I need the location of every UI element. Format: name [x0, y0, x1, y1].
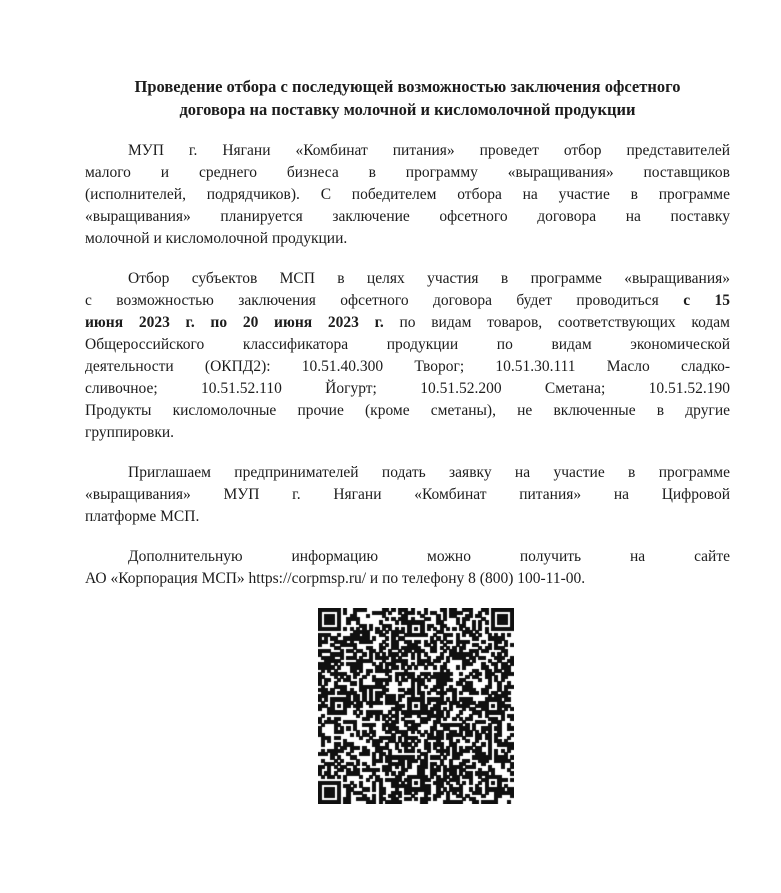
paragraph — [85, 140, 730, 250]
paragraph — [85, 462, 730, 528]
paragraph-line — [85, 400, 730, 422]
paragraph — [85, 268, 730, 444]
text-segment: Приглашаем предпринимателей подать заявку на участие в программе — [128, 464, 730, 481]
text-segment: «выращивания» МУП г. Нягани «Комбинат питания» на Цифровой — [85, 486, 730, 503]
paragraph-line — [85, 506, 730, 528]
text-segment: (исполнителей, подрядчиков). С победителем отбора на участие в программе — [85, 186, 730, 203]
title-line: договора на поставку молочной и кисломолочной продукции — [179, 100, 636, 119]
text-segment: по видам товаров, соответствующих кодам — [383, 314, 730, 331]
paragraph-line — [85, 268, 730, 290]
paragraph-line — [85, 462, 730, 484]
text-segment: группировки. — [85, 424, 175, 441]
text-segment: МУП г. Нягани «Комбинат питания» проведет отбор представителей — [128, 142, 730, 159]
text-segment: с возможностью заключения офсетного договора будет проводиться — [85, 292, 684, 309]
paragraph-line — [85, 378, 730, 400]
paragraph-line — [85, 290, 730, 312]
qr-code — [318, 608, 514, 804]
bold-text-segment: июня 2023 г. по 20 июня 2023 г. — [85, 314, 384, 331]
text-segment: Отбор субъектов МСП в целях участия в программе «выращивания» — [128, 270, 730, 287]
bold-text-segment: с 15 — [683, 292, 730, 309]
text-segment: Продукты кисломолочные прочие (кроме сметаны), не включенные в другие — [85, 402, 730, 419]
paragraph-line — [85, 184, 730, 206]
text-segment: Общероссийского классификатора продукции по видам экономической — [85, 336, 730, 353]
title-line: Проведение отбора с последующей возможностью заключения офсетного — [134, 77, 681, 96]
document-title — [85, 75, 730, 121]
paragraph — [85, 546, 730, 590]
paragraph-line — [85, 312, 730, 334]
paragraph-line — [85, 228, 730, 250]
paragraph-line — [85, 546, 730, 568]
paragraph-line — [85, 568, 730, 590]
paragraph-line — [85, 140, 730, 162]
text-segment: молочной и кисломолочной продукции. — [85, 230, 348, 247]
paragraph-line — [85, 206, 730, 228]
text-segment: платформе МСП. — [85, 508, 200, 525]
paragraph-line — [85, 356, 730, 378]
document-paragraphs — [85, 140, 730, 590]
text-segment: АО «Корпорация МСП» https://corpmsp.ru/ и по телефону 8 (800) 100-11-00. — [85, 570, 586, 587]
paragraph-line — [85, 422, 730, 444]
paragraph-line — [85, 484, 730, 506]
text-segment: Дополнительную информацию можно получить на сайте — [128, 548, 730, 565]
text-segment: «выращивания» планируется заключение офсетного договора на поставку — [85, 208, 730, 225]
paragraph-line — [85, 162, 730, 184]
text-segment: сливочное; 10.51.52.110 Йогурт; 10.51.52.200 Сметана; 10.51.52.190 — [85, 380, 730, 397]
paragraph-line — [85, 334, 730, 356]
text-segment: деятельности (ОКПД2): 10.51.40.300 Творог; 10.51.30.111 Масло сладко- — [85, 358, 730, 375]
text-segment: малого и среднего бизнеса в программу «выращивания» поставщиков — [85, 164, 730, 181]
qr-code-canvas — [318, 608, 514, 804]
